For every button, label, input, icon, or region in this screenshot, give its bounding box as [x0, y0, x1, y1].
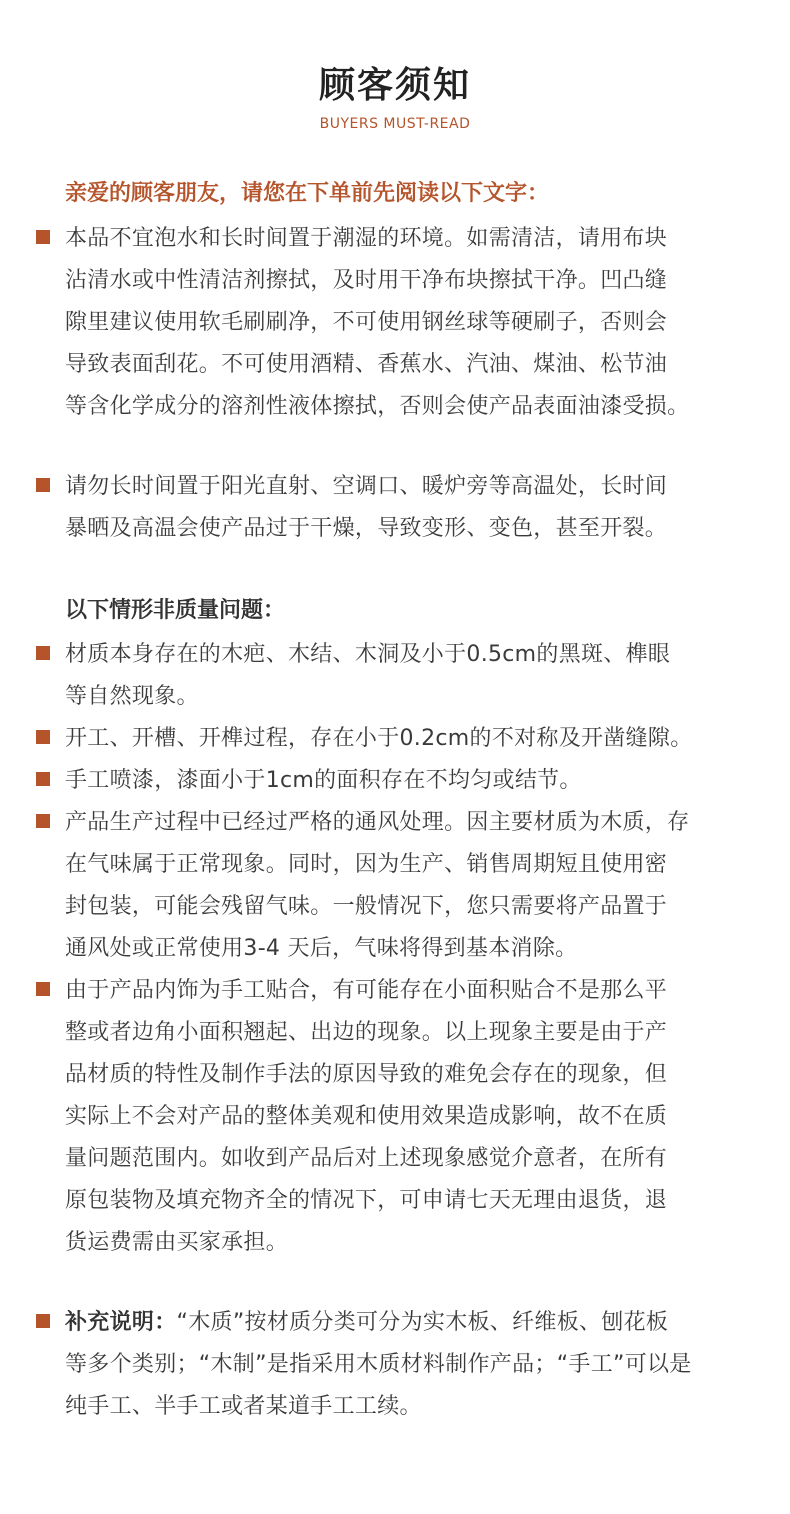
item-line: 品材质的特性及制作手法的原因导致的难免会存在的现象，但	[65, 1062, 668, 1087]
bullet-square-icon	[36, 730, 50, 744]
item-line: 通风处或正常使用3-4 天后，气味将得到基本消除。	[65, 936, 578, 961]
item-line: 等自然现象。	[65, 684, 199, 709]
care-item	[36, 466, 756, 550]
supplement-item	[36, 1302, 756, 1428]
item-line: 隙里建议使用软毛刷刷净，不可使用钢丝球等硬刷子，否则会	[65, 310, 668, 335]
item-line: 在气味属于正常现象。同时，因为生产、销售周期短且使用密	[65, 852, 668, 877]
intro-text: 亲爱的顾客朋友，请您在下单前先阅读以下文字：	[65, 181, 550, 206]
item-line: 请勿长时间置于阳光直射、空调口、暖炉旁等高温处，长时间	[65, 474, 668, 499]
item-line: 实际上不会对产品的整体美观和使用效果造成影响，故不在质	[65, 1104, 668, 1129]
non-quality-item	[36, 760, 756, 802]
care-item	[36, 218, 756, 428]
non-quality-heading: 以下情形非质量问题：	[65, 598, 286, 623]
bullet-square-icon	[36, 646, 50, 660]
item-line	[65, 1302, 756, 1344]
item-line: 产品生产过程中已经过严格的通风处理。因主要材质为木质，存	[65, 810, 690, 835]
non-quality-item	[36, 970, 756, 1264]
item-line: 导致表面刮花。不可使用酒精、香蕉水、汽油、煤油、松节油	[65, 352, 668, 377]
page-subtitle: BUYERS MUST-READ	[319, 116, 471, 132]
item-line: 等含化学成分的溶剂性液体擦拭，否则会使产品表面油漆受损。	[65, 394, 690, 419]
bullet-square-icon	[36, 814, 50, 828]
bullet-square-icon	[36, 1314, 50, 1328]
bullet-square-icon	[36, 230, 50, 244]
item-line: 手工喷漆，漆面小于1cm的面积存在不均匀或结节。	[65, 768, 582, 793]
item-line: 纯手工、半手工或者某道手工工续。	[65, 1394, 422, 1419]
supplement-label: 补充说明：	[65, 1310, 177, 1335]
bullet-square-icon	[36, 478, 50, 492]
page-title: 顾客须知	[318, 65, 471, 106]
item-line: 由于产品内饰为手工贴合，有可能存在小面积贴合不是那么平	[65, 978, 668, 1003]
item-line: 本品不宜泡水和长时间置于潮湿的环境。如需清洁，请用布块	[65, 226, 668, 251]
non-quality-item	[36, 718, 756, 760]
item-line: 沾清水或中性清洁剂擦拭，及时用干净布块擦拭干净。凹凸缝	[65, 268, 668, 293]
bullet-square-icon	[36, 982, 50, 996]
item-line: 开工、开槽、开榫过程，存在小于0.2cm的不对称及开凿缝隙。	[65, 726, 693, 751]
item-line: 量问题范围内。如收到产品后对上述现象感觉介意者，在所有	[65, 1146, 668, 1171]
item-line: 暴晒及高温会使产品过于干燥，导致变形、变色，甚至开裂。	[65, 516, 668, 541]
bullet-square-icon	[36, 772, 50, 786]
item-line: 材质本身存在的木疤、木结、木洞及小于0.5cm的黑斑、榫眼	[65, 642, 671, 667]
item-line: 等多个类别；“木制”是指采用木质材料制作产品；“手工”可以是	[65, 1352, 692, 1377]
non-quality-item	[36, 802, 756, 970]
non-quality-item	[36, 634, 756, 718]
item-line: 货运费需由买家承担。	[65, 1230, 289, 1255]
item-line: 封包装，可能会残留气味。一般情况下，您只需要将产品置于	[65, 894, 668, 919]
supplement-first-line: “木质”按材质分类可分为实木板、纤维板、刨花板	[176, 1310, 669, 1335]
item-line: 整或者边角小面积翘起、出边的现象。以上现象主要是由于产	[65, 1020, 668, 1045]
item-line: 原包装物及填充物齐全的情况下，可申请七天无理由退货，退	[65, 1188, 668, 1213]
